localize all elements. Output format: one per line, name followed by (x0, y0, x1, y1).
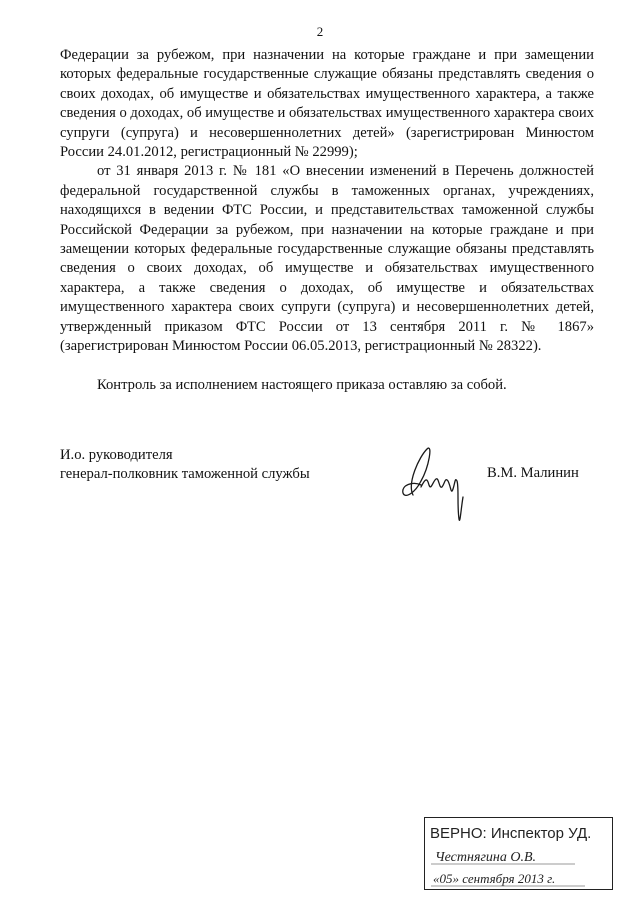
stamp-handwritten-name: Честнягина О.В. (435, 850, 537, 865)
page-number: 2 (316, 24, 324, 39)
paragraph-order-181: от 31 января 2013 г. № 181 «О внесении изменений в Перечень должностей федеральной государственной службы в таможенных органах, учреждениях, находящихся в ведении ФТС России, и представительствах таможенной службы Российской Федерации за рубежом, при назначении на которые граждане и при замещении которых федеральные государственные служащие обязаны представлять сведения о своих доходах, об имуществе и обязательствах имущественного характера, а также сведения о доходах, об имуществе и обязательствах имущественного характера своих супруги (супруга) и несовершеннолетних детей, утвержденный приказом ФТС России от 13 сентября 2011 г. № 1867» (зарегистрирован Минюстом России 06.05.2013, регистрационный № 28322). (60, 163, 594, 355)
signatory-title-line2: генерал-полковник таможенной службы (60, 466, 310, 483)
stamp-text: ВЕРНО: Инспектор УД. (430, 825, 592, 842)
signatory-title-line1: И.о. руководителя (60, 447, 173, 463)
handwritten-signature (393, 437, 473, 534)
signatory-name: В.М. Малинин (487, 465, 579, 481)
signatory-title (60, 446, 310, 485)
stamp-handwritten-date: «05» сентября 2013 г. (433, 871, 556, 886)
paragraph-control: Контроль за исполнением настоящего приказа оставляю за собой. (97, 376, 507, 393)
certification-stamp (424, 817, 613, 890)
paragraph-continuation: Федерации за рубежом, при назначении на которые граждане и при замещении которых федеральные государственные служащие обязаны представлять сведения о своих доходах, об имуществе и обязательствах имущественного характера, а также сведения о доходах, об имуществе и обязательствах имущественного характера своих супруги (супруга) и несовершеннолетних детей» (зарегистрирован Минюстом России 24.01.2012, регистрационный № 22999); (60, 47, 594, 161)
document-body (60, 46, 594, 395)
